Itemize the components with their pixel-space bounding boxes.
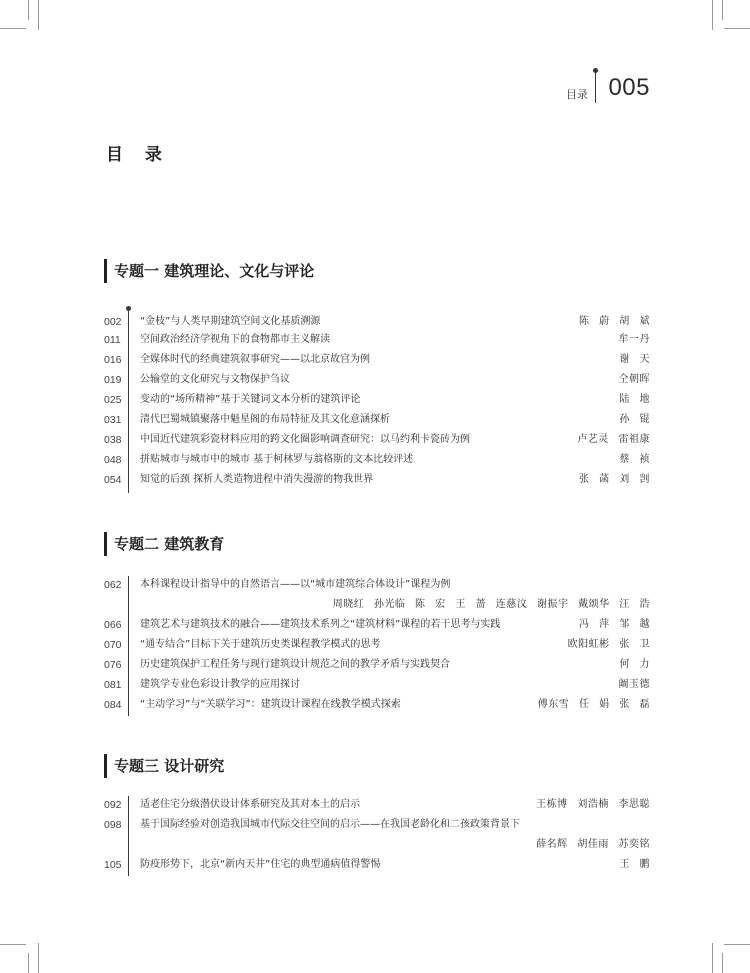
entry-authors: 薛名辉 胡佳雨 苏奕铭 — [536, 839, 650, 850]
toc-list — [104, 309, 650, 493]
entry-authors: 欧阳虹彬 张 卫 — [567, 639, 650, 650]
toc-entry[interactable] — [104, 451, 650, 469]
entry-authors: 牟一丹 — [618, 334, 650, 345]
section-bar — [104, 532, 107, 556]
crop-mark — [722, 0, 723, 20]
entry-title: 全媒体时代的经典建筑叙事研究——以北京故宫为例 — [140, 354, 370, 365]
entry-title: 防疫形势下，北京“新内天井”住宅的典型通病值得警惕 — [140, 859, 381, 870]
entry-page: 070 — [104, 639, 122, 651]
entry-title: “金枝”与人类早期建筑空间文化基质溯源 — [140, 316, 321, 327]
entry-title: 清代巴蜀城镇聚落中魁星阁的布局特征及其文化意涵探析 — [140, 414, 390, 425]
entry-title: “通专结合”目标下关于建筑历史类课程教学模式的思考 — [140, 639, 381, 650]
entry-title: 建筑学专业色彩设计教学的应用探讨 — [140, 679, 300, 690]
entry-authors: 冯 萍 邹 越 — [578, 619, 650, 630]
entry-page: 038 — [104, 434, 122, 446]
entry-page: 054 — [104, 474, 122, 486]
entry-page: 019 — [104, 374, 122, 386]
section-bar — [104, 754, 107, 778]
entry-title: 历史建筑保护工程任务与现行建筑设计规范之间的教学矛盾与实践契合 — [140, 659, 450, 670]
toc-entry[interactable] — [104, 331, 650, 349]
toc-entry[interactable] — [104, 856, 650, 874]
entry-title: 变动的“场所精神”基于关键词文本分析的建筑评论 — [140, 394, 361, 405]
toc-entry[interactable] — [104, 391, 650, 409]
entry-authors: 卢艺灵 雷祖康 — [577, 434, 650, 445]
entry-title: 本科课程设计指导中的自然语言——以“城市建筑综合体设计”课程为例 — [140, 579, 451, 590]
toc-entry[interactable] — [104, 796, 650, 814]
toc-entry[interactable] — [104, 351, 650, 369]
entry-authors: 谢 天 — [619, 354, 650, 365]
header-divider — [595, 70, 596, 103]
entry-page: 066 — [104, 619, 122, 631]
crop-mark — [28, 0, 29, 20]
entry-authors: 何 力 — [619, 659, 650, 670]
section-title: 专题一 建筑理论、文化与评论 — [114, 262, 315, 280]
crop-mark — [0, 944, 26, 945]
section-title: 专题二 建筑教育 — [114, 535, 225, 553]
entry-authors: 孙 锟 — [619, 414, 650, 425]
entry-title: 公输堂的文化研究与文物保护刍议 — [140, 374, 290, 385]
entry-page: 098 — [104, 819, 122, 831]
entry-authors: 阚玉德 — [618, 679, 650, 690]
toc-entry[interactable] — [104, 816, 650, 834]
entry-title: 适老住宅分级潜伏设计体系研究及其对本土的启示 — [140, 799, 360, 810]
toc-list — [104, 576, 650, 716]
entry-title: “主动学习”与“关联学习”：建筑设计课程在线教学模式探索 — [140, 699, 401, 710]
entry-title: 中国近代建筑彩瓷材料应用的跨文化圈影响调查研究：以马约利卡瓷砖为例 — [140, 434, 470, 445]
toc-entry[interactable] — [104, 411, 650, 429]
entry-title: 知觉的后颈 探析人类造物进程中消失漫游的物我世界 — [140, 474, 374, 485]
toc-entry[interactable] — [104, 696, 650, 714]
entry-title: 拼贴城市与城市中的城市 基于柯林罗与翁格斯的文本比较评述 — [140, 454, 414, 465]
entry-page: 076 — [104, 659, 122, 671]
entry-page: 084 — [104, 699, 122, 711]
toc-entry[interactable] — [104, 313, 650, 331]
section-title: 专题三 设计研究 — [114, 757, 225, 775]
header-page-number: 005 — [608, 74, 650, 101]
crop-mark — [712, 943, 713, 973]
entry-page: 025 — [104, 394, 122, 406]
toc-entry[interactable] — [104, 676, 650, 694]
entry-authors: 王 鹏 — [619, 859, 650, 870]
toc-entry-authors-line — [104, 596, 650, 614]
crop-mark — [724, 944, 750, 945]
entry-authors: 傅东雪 任 娟 张 磊 — [537, 699, 650, 710]
page-title: 目 录 — [106, 145, 170, 165]
toc-entry[interactable] — [104, 431, 650, 449]
entry-page: 011 — [104, 334, 121, 346]
crop-mark — [0, 28, 26, 29]
entry-authors: 陆 地 — [619, 394, 650, 405]
entry-page: 002 — [104, 316, 122, 328]
entry-page: 062 — [104, 579, 122, 591]
entry-page: 105 — [104, 859, 122, 871]
crop-mark — [712, 0, 713, 30]
crop-mark — [722, 953, 723, 973]
entry-authors: 陈 蔚 胡 斌 — [578, 316, 650, 327]
section-bar — [104, 259, 107, 283]
entry-page: 081 — [104, 679, 122, 691]
entry-authors: 蔡 祯 — [619, 454, 650, 465]
entry-page: 031 — [104, 414, 122, 426]
entry-title: 空间政治经济学视角下的食物都市主义解读 — [140, 334, 330, 345]
crop-mark — [28, 953, 29, 973]
toc-list — [104, 796, 650, 876]
entry-page: 048 — [104, 454, 122, 466]
entry-authors: 王栋博 刘浩楠 李思聪 — [536, 799, 650, 810]
entry-title: 基于国际经验对创造我国城市代际交往空间的启示——在我国老龄化和二孩政策背景下 — [140, 819, 520, 830]
entry-page: 092 — [104, 799, 122, 811]
header-label: 目录 — [566, 88, 588, 101]
toc-entry[interactable] — [104, 576, 650, 594]
toc-entry[interactable] — [104, 656, 650, 674]
entry-title: 建筑艺术与建筑技术的融合——建筑技术系列之“建筑材料”课程的若干思考与实践 — [140, 619, 501, 630]
crop-mark — [724, 28, 750, 29]
toc-entry[interactable] — [104, 371, 650, 389]
crop-mark — [38, 943, 39, 973]
entry-authors: 张 菡 刘 剀 — [578, 474, 650, 485]
running-header — [450, 70, 650, 110]
toc-entry[interactable] — [104, 471, 650, 489]
entry-authors: 仝朝晖 — [618, 374, 650, 385]
toc-entry[interactable] — [104, 636, 650, 654]
toc-entry[interactable] — [104, 616, 650, 634]
toc-entry-authors-line — [104, 836, 650, 854]
entry-authors: 周晓红 孙光临 陈 宏 王 蔷 连慈汶 谢振宇 戴颂华 汪 浩 — [332, 599, 650, 610]
toc-spine-dot — [126, 306, 131, 311]
entry-page: 016 — [104, 354, 122, 366]
crop-mark — [38, 0, 39, 30]
